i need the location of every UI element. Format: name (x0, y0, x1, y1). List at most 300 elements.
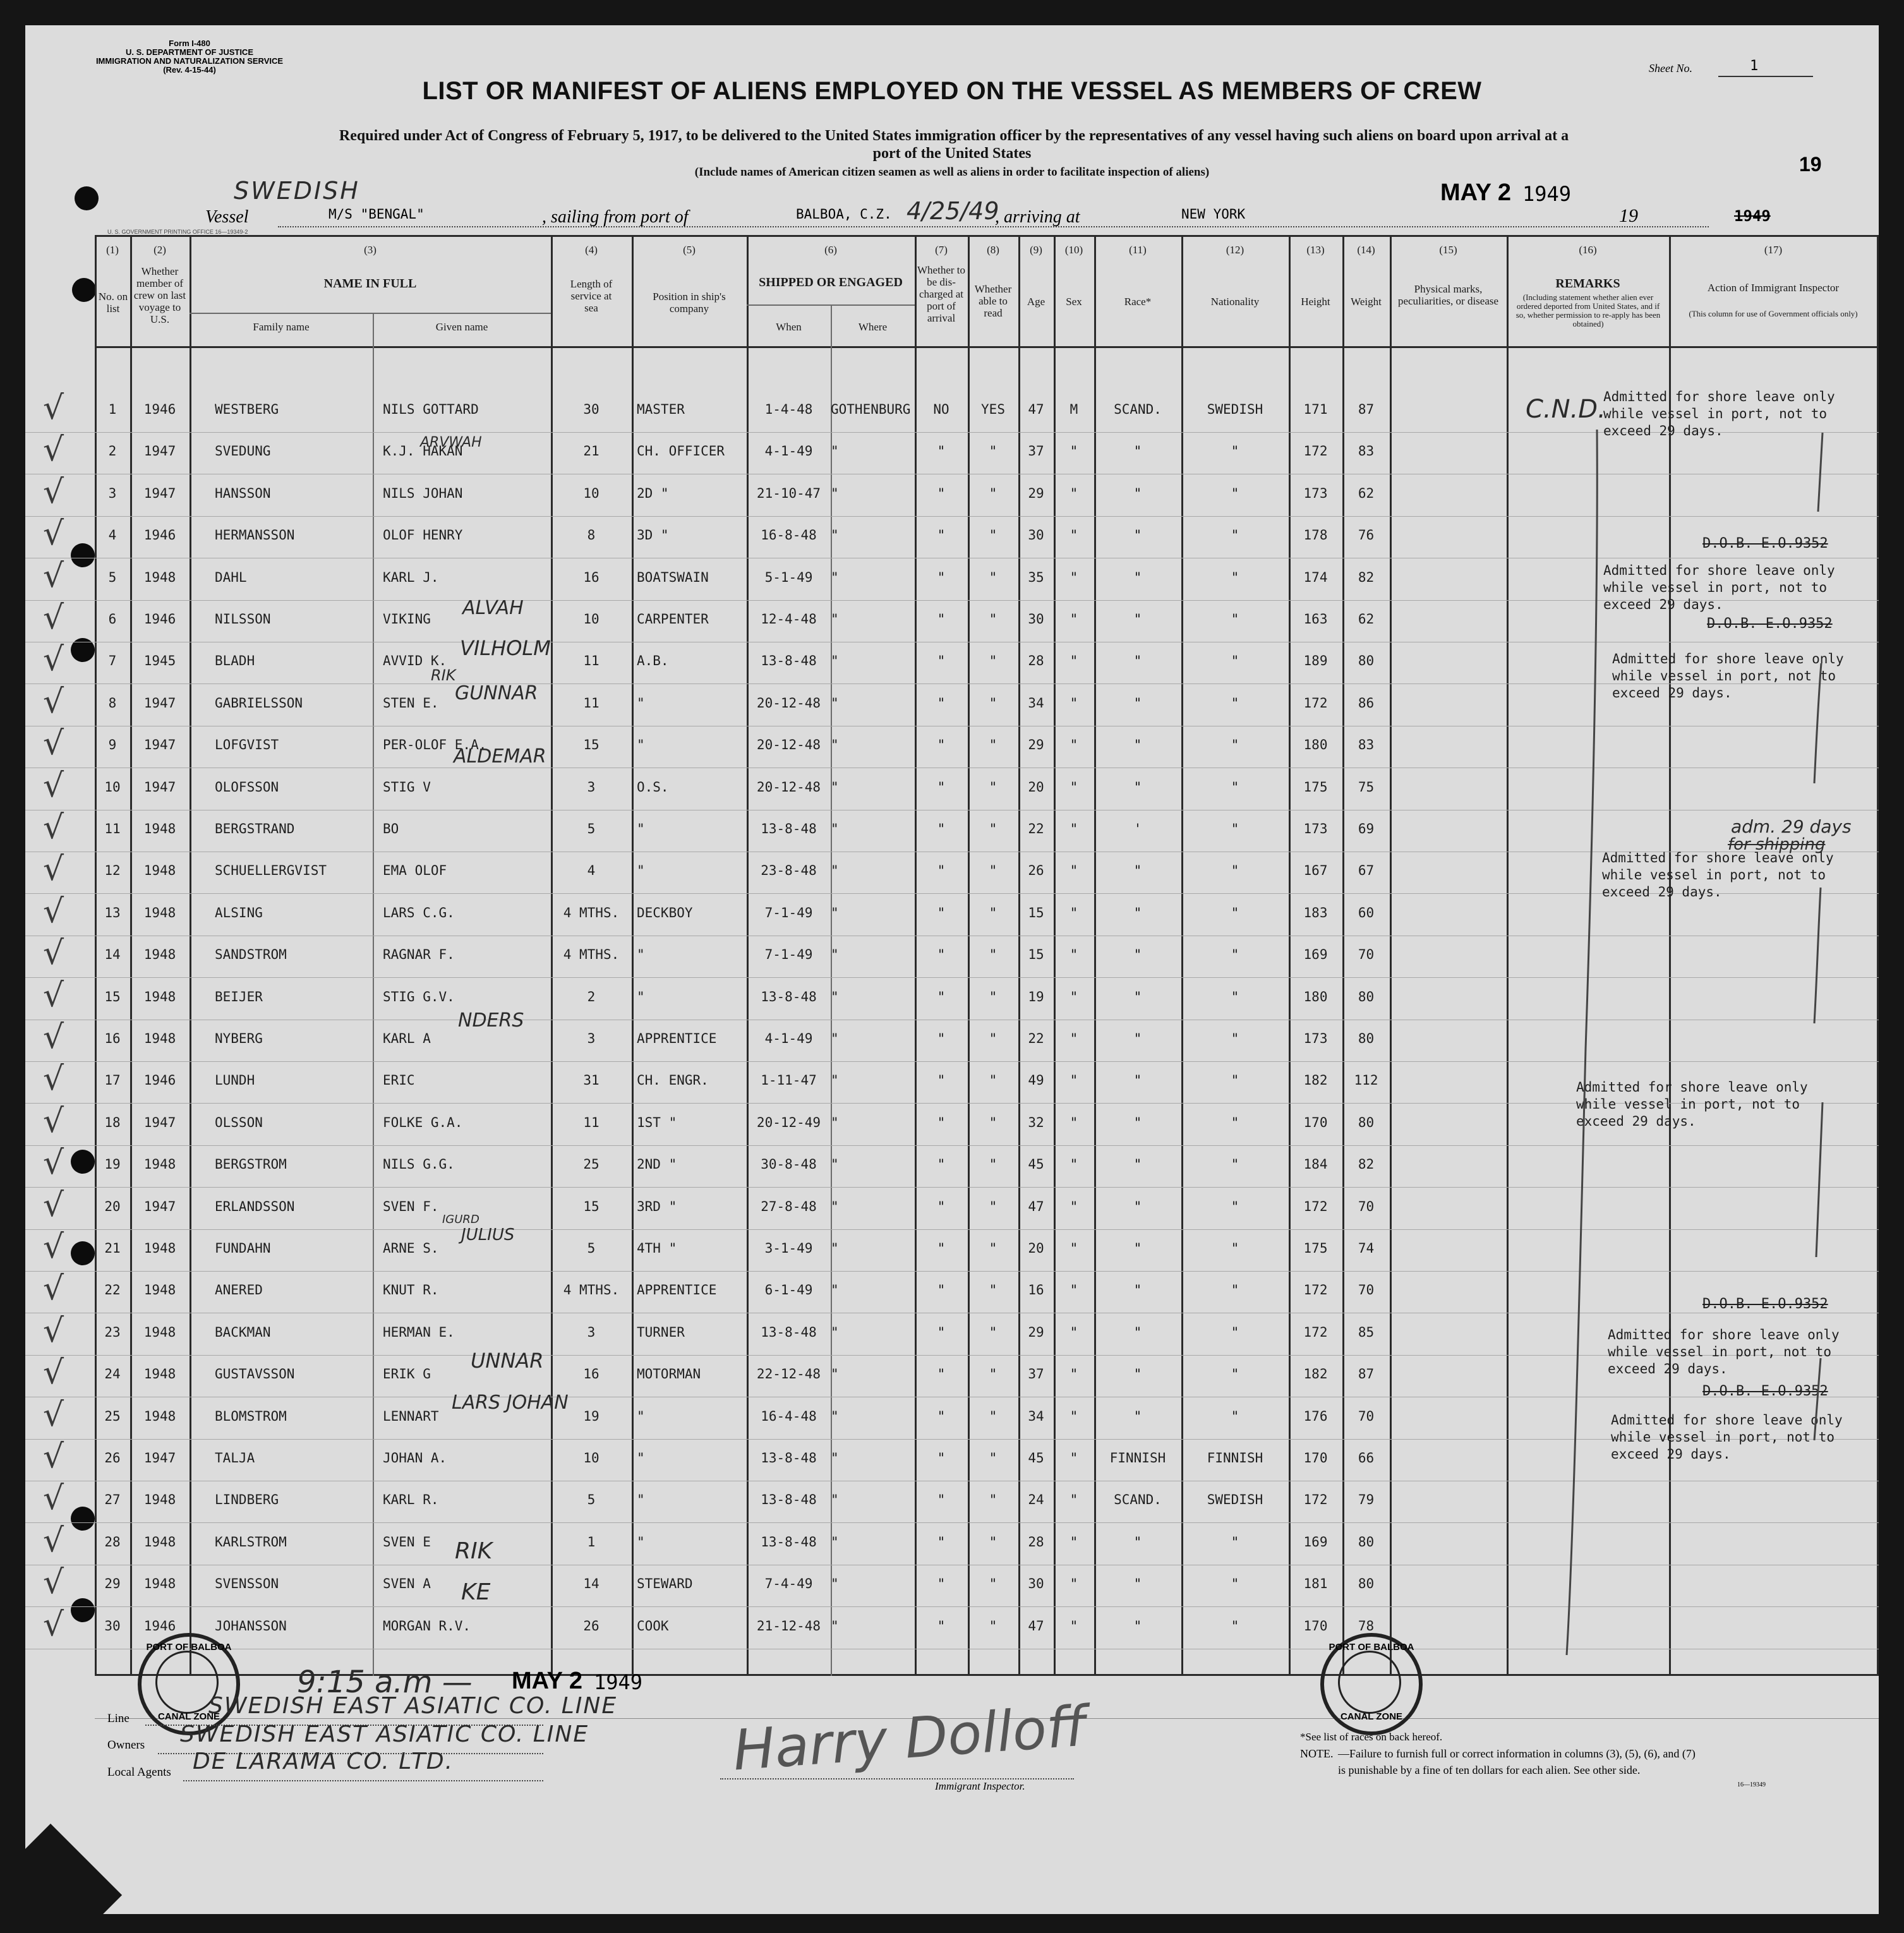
check-mark-icon: √ (43, 1438, 64, 1476)
cell-read: YES (981, 402, 1005, 417)
check-mark-icon: √ (43, 1144, 64, 1183)
cell-where: " (831, 947, 839, 963)
cell-ht: 175 (1303, 1241, 1328, 1256)
inspector-label: Immigrant Inspector. (935, 1780, 1025, 1792)
cell-read: " (989, 905, 997, 920)
cell-sex: " (1069, 989, 1078, 1004)
cell-nat: " (1231, 821, 1239, 836)
cell-ht: 182 (1303, 1366, 1328, 1382)
stamp-text: PORT OF BALBOA (1329, 1642, 1414, 1653)
cell-pos: MASTER (637, 402, 685, 417)
check-mark-icon: √ (43, 976, 64, 1015)
cell-pos: MOTORMAN (637, 1366, 701, 1382)
cell-fam: ANERED (215, 1282, 263, 1298)
cell-n: 29 (104, 1576, 121, 1592)
cell-nat: " (1231, 695, 1239, 711)
cell-len: 26 (583, 1618, 600, 1634)
header-family-name: Family name (253, 321, 310, 333)
cell-len: 2 (587, 989, 596, 1004)
header-nationality: Nationality (1210, 296, 1260, 308)
header-remarks-sub: (Including statement whether alien ever ordered deported from United States, and if so, whether permission to re-apply has been obtained) (1515, 292, 1661, 328)
cell-dis: " (937, 1618, 946, 1634)
cell-dis: " (937, 485, 946, 501)
cell-age: 47 (1028, 402, 1044, 417)
cell-fam: GUSTAVSSON (215, 1366, 295, 1382)
vessel-line-dots (278, 226, 1709, 227)
cell-len: 11 (583, 695, 600, 711)
cell-read: " (989, 1324, 997, 1340)
cell-y: 1946 (143, 1618, 176, 1634)
cell-ht: 172 (1303, 1492, 1328, 1508)
cell-where: " (831, 1073, 839, 1088)
remark-line: while vessel in port, not to (1603, 406, 1828, 421)
cell-giv: PER-OLOF E.A. (383, 737, 487, 753)
cell-giv: NILS GOTTARD (383, 402, 479, 417)
port-to: NEW YORK (1181, 207, 1246, 222)
remark-line: Admitted for shore leave only (1608, 1327, 1840, 1342)
cell-nat: " (1231, 1114, 1239, 1130)
cell-giv: K.J. HAKAN (383, 443, 463, 459)
cell-fam: LOFGVIST (215, 737, 279, 753)
cell-len: 3 (587, 1031, 596, 1046)
cell-nat: " (1231, 1618, 1239, 1634)
check-mark-icon: √ (43, 1102, 64, 1140)
cell-ht: 189 (1303, 653, 1328, 669)
cell-giv: AVVID K. (383, 653, 447, 669)
cell-len: 15 (583, 737, 600, 753)
cell-len: 10 (583, 1450, 600, 1466)
cell-len: 1 (587, 1534, 596, 1550)
header-position: Position in ship's company (653, 291, 726, 315)
remark-line: while vessel in port, not to (1608, 1344, 1832, 1359)
handwritten-name-r2: ARVWAH (420, 435, 482, 450)
cell-nat: " (1231, 1576, 1239, 1592)
check-mark-icon: √ (43, 599, 64, 637)
cell-pos: TURNER (637, 1324, 685, 1340)
cell-len: 30 (583, 402, 600, 417)
cell-sex: " (1069, 1324, 1078, 1340)
remark-line: Admitted for shore leave only (1603, 389, 1835, 404)
cell-age: 24 (1028, 1492, 1044, 1508)
col-num: (3) (364, 244, 377, 256)
cell-age: 22 (1028, 821, 1044, 836)
check-mark-icon: √ (43, 725, 64, 763)
cell-nat: " (1231, 1241, 1239, 1256)
cell-n: 30 (104, 1618, 121, 1634)
cell-age: 32 (1028, 1114, 1044, 1130)
col-num: (16) (1579, 244, 1597, 256)
cell-race: " (1133, 1282, 1142, 1298)
cell-sex: " (1069, 1618, 1078, 1634)
cell-nat: FINNISH (1207, 1450, 1263, 1466)
cell-race: " (1133, 695, 1142, 711)
cell-race: " (1133, 1073, 1142, 1088)
cell-age: 47 (1028, 1618, 1044, 1634)
cell-wt: 80 (1358, 1031, 1375, 1046)
cell-n: 8 (108, 695, 117, 711)
cell-fam: TALJA (215, 1450, 255, 1466)
remark-line: exceed 29 days. (1576, 1114, 1696, 1129)
cell-y: 1946 (143, 1073, 176, 1088)
arriving-label: , arriving at (995, 207, 1080, 227)
check-mark-icon: √ (43, 1186, 64, 1224)
cell-read: " (989, 443, 997, 459)
check-mark-icon: √ (43, 431, 64, 469)
cell-read: " (989, 863, 997, 879)
remark-dob-struck: D.O.B. E.O.9352 (1707, 616, 1833, 632)
header-where: Where (858, 321, 888, 333)
cell-giv: BO (383, 821, 399, 836)
cell-where: " (831, 1157, 839, 1172)
cell-ht: 176 (1303, 1408, 1328, 1424)
cell-pos: APPRENTICE (637, 1031, 717, 1046)
cell-wt: 67 (1358, 863, 1375, 879)
cell-giv: SVEN A (383, 1576, 431, 1592)
cell-fam: SVEDUNG (215, 443, 271, 459)
cell-read: " (989, 1282, 997, 1298)
footer-stamp-year: 1949 (594, 1670, 643, 1694)
cell-ht: 181 (1303, 1576, 1328, 1592)
cell-dis: " (937, 947, 946, 963)
pencil-marks (1529, 417, 1876, 1680)
cell-race: " (1133, 653, 1142, 669)
col-num: (6) (824, 244, 837, 256)
cell-wt: 70 (1358, 1198, 1375, 1214)
cell-age: 30 (1028, 1576, 1044, 1592)
cell-pos: " (637, 1534, 645, 1550)
cell-when: 7-1-49 (764, 947, 813, 963)
cell-age: 29 (1028, 1324, 1044, 1340)
cell-sex: " (1069, 1031, 1078, 1046)
cell-when: 16-8-48 (761, 527, 817, 543)
cell-dis: " (937, 1324, 946, 1340)
cell-ht: 180 (1303, 989, 1328, 1004)
cell-giv: RAGNAR F. (383, 947, 455, 963)
cell-wt: 87 (1358, 1366, 1375, 1382)
cell-len: 3 (587, 1324, 596, 1340)
cell-age: 20 (1028, 1241, 1044, 1256)
header-able-to-read: Whether able to read (974, 283, 1012, 319)
cell-giv: ERIC (383, 1073, 415, 1088)
cell-when: 13-8-48 (761, 821, 817, 836)
cell-sex: " (1069, 863, 1078, 879)
cell-sex: " (1069, 1073, 1078, 1088)
check-mark-icon: √ (43, 515, 64, 553)
cell-pos: " (637, 1450, 645, 1466)
cell-nat: " (1231, 443, 1239, 459)
remark-dob-struck: D.O.B. E.O.9352 (1702, 1296, 1828, 1312)
cell-ht: 178 (1303, 527, 1328, 543)
cell-y: 1947 (143, 1198, 176, 1214)
cell-age: 37 (1028, 1366, 1044, 1382)
cell-sex: " (1069, 1366, 1078, 1382)
cell-wt: 80 (1358, 653, 1375, 669)
table-top-rule (95, 235, 1879, 237)
handwritten-name-r8a: RIK (431, 666, 456, 684)
cell-y: 1946 (143, 527, 176, 543)
cell-len: 11 (583, 653, 600, 669)
cell-sex: " (1069, 779, 1078, 795)
header-name-in-full: NAME IN FULL (323, 277, 417, 291)
cell-fam: SANDSTROM (215, 947, 287, 963)
cell-dis: " (937, 1073, 946, 1088)
cell-dis: " (937, 1031, 946, 1046)
inspector-signature: Harry Dolloff (731, 1693, 1089, 1783)
cell-n: 24 (104, 1366, 121, 1382)
cell-when: 30-8-48 (761, 1157, 817, 1172)
cell-nat: " (1231, 1198, 1239, 1214)
col-num: (11) (1129, 244, 1147, 256)
cell-fam: NILSSON (215, 611, 271, 627)
cell-age: 19 (1028, 989, 1044, 1004)
cell-giv: KARL A (383, 1031, 431, 1046)
check-mark-icon: √ (43, 809, 64, 846)
cell-giv: SVEN E (383, 1534, 431, 1550)
form-service: IMMIGRATION AND NATURALIZATION SERVICE (95, 56, 284, 66)
cell-read: " (989, 1031, 997, 1046)
header-shipped-or-engaged: SHIPPED OR ENGAGED (759, 275, 903, 289)
cell-n: 14 (104, 947, 121, 963)
cell-age: 37 (1028, 443, 1044, 459)
cell-age: 15 (1028, 905, 1044, 920)
sheet-label: Sheet No. (1649, 62, 1692, 75)
cell-age: 20 (1028, 779, 1044, 795)
cell-read: " (989, 1114, 997, 1130)
header-action: Action of Immigrant Inspector (1707, 282, 1840, 294)
cell-len: 31 (583, 1073, 600, 1088)
cell-dis: " (937, 1157, 946, 1172)
cell-len: 4 MTHS. (563, 947, 620, 963)
cell-age: 28 (1028, 653, 1044, 669)
cell-ht: 169 (1303, 947, 1328, 963)
cell-len: 4 (587, 863, 596, 879)
cell-dis: NO (933, 402, 949, 417)
cell-dis: " (937, 1534, 946, 1550)
cell-y: 1948 (143, 1031, 176, 1046)
cell-wt: 79 (1358, 1492, 1375, 1508)
cell-nat: " (1231, 1534, 1239, 1550)
cell-n: 7 (108, 653, 117, 669)
remark-line: exceed 29 days. (1611, 1447, 1731, 1462)
note-label: NOTE. (1300, 1747, 1334, 1760)
header-discharged: Whether to be dis-charged at port of arrival (917, 264, 965, 324)
cell-fam: NYBERG (215, 1031, 263, 1046)
cell-dis: " (937, 611, 946, 627)
owners-value: SWEDISH EAST ASIATIC CO. LINE (180, 1721, 589, 1747)
cell-giv: KARL J. (383, 569, 439, 585)
header-action-sub: (This column for use of Government officials only) (1689, 309, 1858, 318)
cell-ht: 175 (1303, 779, 1328, 795)
table-header-bottom-rule (95, 346, 1879, 348)
cell-when: 6-1-49 (764, 1282, 813, 1298)
handwritten-name-r6: ALVAH (462, 597, 524, 619)
cell-dis: " (937, 653, 946, 669)
check-mark-icon: √ (43, 473, 64, 511)
cell-n: 4 (108, 527, 117, 543)
cell-sex: " (1069, 1450, 1078, 1466)
check-mark-icon: √ (43, 557, 64, 595)
cell-fam: ALSING (215, 905, 263, 920)
handwritten-name-r16: NDERS (458, 1009, 524, 1032)
cell-race: " (1133, 485, 1142, 501)
cell-y: 1948 (143, 1241, 176, 1256)
cell-fam: HERMANSSON (215, 527, 295, 543)
cell-fam: SCHUELLERGVIST (215, 863, 327, 879)
cell-wt: 70 (1358, 947, 1375, 963)
cell-wt: 78 (1358, 1618, 1375, 1634)
header-age: Age (1027, 296, 1045, 308)
check-mark-icon: √ (43, 1018, 64, 1056)
cell-when: 1-11-47 (761, 1073, 817, 1088)
cell-age: 45 (1028, 1157, 1044, 1172)
cell-when: 21-10-47 (756, 485, 821, 501)
cell-read: " (989, 779, 997, 795)
cell-pos: " (637, 1492, 645, 1508)
cell-n: 6 (108, 611, 117, 627)
check-mark-icon: √ (43, 682, 64, 721)
cell-giv: SVEN F. (383, 1198, 439, 1214)
cell-sex: " (1069, 569, 1078, 585)
cell-giv: STIG G.V. (383, 989, 455, 1004)
cell-giv: KARL R. (383, 1492, 439, 1508)
cell-where: " (831, 611, 839, 627)
cell-pos: CH. ENGR. (637, 1073, 709, 1088)
cell-len: 8 (587, 527, 596, 543)
cell-giv: NILS JOHAN (383, 485, 463, 501)
cell-len: 16 (583, 569, 600, 585)
cell-n: 25 (104, 1408, 121, 1424)
cell-read: " (989, 569, 997, 585)
folded-corner (25, 1824, 122, 1914)
cell-giv: OLOF HENRY (383, 527, 463, 543)
cell-ht: 184 (1303, 1157, 1328, 1172)
cell-dis: " (937, 863, 946, 879)
cell-wt: 76 (1358, 527, 1375, 543)
cell-fam: KARLSTROM (215, 1534, 287, 1550)
cell-dis: " (937, 1450, 946, 1466)
cell-n: 12 (104, 863, 121, 879)
cell-when: 20-12-49 (756, 1114, 821, 1130)
cell-read: " (989, 1492, 997, 1508)
cell-len: 15 (583, 1198, 600, 1214)
remark-line: Admitted for shore leave only (1612, 651, 1844, 666)
cell-sex: " (1069, 905, 1078, 920)
cell-y: 1948 (143, 1408, 176, 1424)
header-race: Race* (1124, 296, 1152, 308)
header-weight: Weight (1351, 296, 1382, 308)
cell-ht: 172 (1303, 443, 1328, 459)
cell-when: 27-8-48 (761, 1198, 817, 1214)
cell-read: " (989, 821, 997, 836)
cell-pos: A.B. (637, 653, 669, 669)
remark-line: while vessel in port, not to (1612, 668, 1836, 683)
remark-line: Admitted for shore leave only (1576, 1080, 1808, 1095)
cell-y: 1947 (143, 779, 176, 795)
cell-ht: 174 (1303, 569, 1328, 585)
cell-when: 13-8-48 (761, 1534, 817, 1550)
cell-where: " (831, 1198, 839, 1214)
handwritten-name-r8b: GUNNAR (455, 682, 538, 704)
cell-fam: OLOFSSON (215, 779, 279, 795)
cell-race: " (1133, 779, 1142, 795)
cell-ht: 172 (1303, 1324, 1328, 1340)
cell-read: " (989, 611, 997, 627)
cell-dis: " (937, 569, 946, 585)
col-num: (5) (683, 244, 696, 256)
cell-pos: 1ST " (637, 1114, 677, 1130)
cell-sex: " (1069, 1114, 1078, 1130)
cell-age: 28 (1028, 1534, 1044, 1550)
cell-sex: " (1069, 1408, 1078, 1424)
cell-len: 10 (583, 485, 600, 501)
cell-when: 7-4-49 (764, 1576, 813, 1592)
cell-n: 13 (104, 905, 121, 920)
cell-giv: KNUT R. (383, 1282, 439, 1298)
sheet-number: 1 (1750, 58, 1759, 74)
header-height: Height (1301, 296, 1330, 308)
cell-giv: VIKING (383, 611, 431, 627)
check-mark-icon: √ (43, 934, 64, 973)
cell-where: " (831, 1492, 839, 1508)
cell-wt: 69 (1358, 821, 1375, 836)
cell-where: " (831, 569, 839, 585)
cell-where: " (831, 989, 839, 1004)
cell-n: 16 (104, 1031, 121, 1046)
cell-nat: " (1231, 1031, 1239, 1046)
cell-dis: " (937, 1408, 946, 1424)
cell-sex: " (1069, 653, 1078, 669)
punch-hole (72, 278, 96, 302)
col-num: (1) (106, 244, 119, 256)
handwritten-name-r21b: JULIUS (461, 1225, 515, 1244)
cell-nat: " (1231, 947, 1239, 963)
cell-race: " (1133, 611, 1142, 627)
cell-n: 17 (104, 1073, 121, 1088)
cell-n: 10 (104, 779, 121, 795)
cell-where: " (831, 737, 839, 753)
cell-age: 47 (1028, 1198, 1044, 1214)
vessel-name: M/S "BENGAL" (328, 207, 425, 222)
cell-read: " (989, 1366, 997, 1382)
stamp-text: CANAL ZONE (1340, 1711, 1403, 1722)
cell-ht: 170 (1303, 1114, 1328, 1130)
cell-len: 10 (583, 611, 600, 627)
cell-y: 1947 (143, 485, 176, 501)
cell-race: " (1133, 989, 1142, 1004)
cell-giv: FOLKE G.A. (383, 1114, 463, 1130)
cell-read: " (989, 1198, 997, 1214)
cell-wt: 80 (1358, 989, 1375, 1004)
check-mark-icon: √ (43, 892, 64, 930)
cell-race: " (1133, 737, 1142, 753)
cell-read: " (989, 1576, 997, 1592)
owners-label: Owners (107, 1738, 145, 1752)
cell-giv: EMA OLOF (383, 863, 447, 879)
cell-read: " (989, 527, 997, 543)
col-num: (12) (1226, 244, 1244, 256)
handwritten-name-r7: VILHOLM (460, 636, 551, 660)
cell-pos: " (637, 989, 645, 1004)
cell-ht: 169 (1303, 1534, 1328, 1550)
cell-ht: 170 (1303, 1618, 1328, 1634)
cell-sex: " (1069, 1492, 1078, 1508)
cell-when: 20-12-48 (756, 779, 821, 795)
arrival-stamp-year: 1949 (1522, 182, 1572, 206)
form-rev: (Rev. 4-15-44) (163, 65, 216, 75)
cell-sex: " (1069, 1534, 1078, 1550)
handwritten-name-r29: KE (461, 1579, 491, 1605)
col-num: (8) (987, 244, 999, 256)
